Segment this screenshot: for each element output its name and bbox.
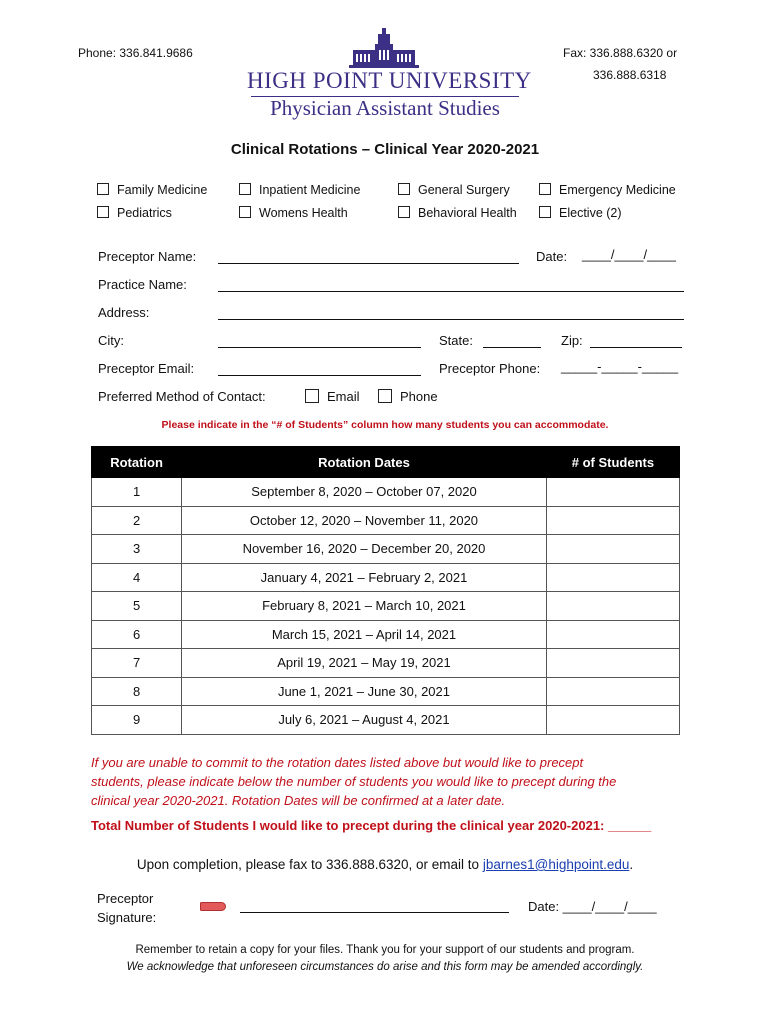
label-womens-health: Womens Health: [259, 206, 348, 220]
date-flexibility-note: [91, 753, 616, 810]
students-input[interactable]: [546, 535, 679, 564]
total-students-field[interactable]: Total Number of Students I would like to precept during the clinical year 2020-2021: ______: [91, 818, 652, 833]
students-input[interactable]: [546, 563, 679, 592]
phone-number: Phone: 336.841.9686: [78, 46, 193, 60]
students-input[interactable]: [546, 706, 679, 735]
rotation-number: 8: [92, 677, 182, 706]
practice-name-label: Practice Name:: [98, 277, 187, 292]
header-num-students: # of Students: [546, 447, 679, 478]
header-rotation-dates: Rotation Dates: [182, 447, 547, 478]
preceptor-email-label: Preceptor Email:: [98, 361, 195, 376]
students-input[interactable]: [546, 649, 679, 678]
preceptor-phone-label: Preceptor Phone:: [439, 361, 541, 376]
label-general-surgery: General Surgery: [418, 183, 510, 197]
address-field[interactable]: [218, 319, 684, 320]
students-input[interactable]: [546, 506, 679, 535]
rotation-dates: July 6, 2021 – August 4, 2021: [182, 706, 547, 735]
state-label: State:: [439, 333, 473, 348]
rotation-dates: October 12, 2020 – November 11, 2020: [182, 506, 547, 535]
rotation-dates: February 8, 2021 – March 10, 2021: [182, 592, 547, 621]
rotation-dates: January 4, 2021 – February 2, 2021: [182, 563, 547, 592]
note-line: If you are unable to commit to the rotation dates listed above but would like to precept: [91, 755, 584, 770]
state-field[interactable]: [483, 347, 541, 348]
rotation-dates: March 15, 2021 – April 14, 2021: [182, 620, 547, 649]
checkbox-inpatient-medicine[interactable]: [239, 183, 251, 195]
preceptor-name-field[interactable]: [218, 263, 519, 264]
fax-number: Fax: 336.888.6320 or: [563, 46, 678, 60]
completion-instructions: [0, 857, 770, 872]
table-row: [92, 620, 680, 649]
table-row: [92, 677, 680, 706]
signature-date-field[interactable]: Date: ____/____/____: [528, 899, 657, 914]
university-logo: [247, 28, 532, 124]
zip-field[interactable]: [590, 347, 682, 348]
table-row: [92, 649, 680, 678]
checkbox-family-medicine[interactable]: [97, 183, 109, 195]
table-row: [92, 478, 680, 507]
checkbox-elective[interactable]: [539, 206, 551, 218]
label-elective: Elective (2): [559, 206, 622, 220]
preceptor-name-label: Preceptor Name:: [98, 249, 197, 264]
signature-label-line1: Preceptor: [97, 891, 154, 906]
table-row: [92, 506, 680, 535]
rotation-number: 6: [92, 620, 182, 649]
city-label: City:: [98, 333, 124, 348]
label-inpatient-medicine: Inpatient Medicine: [259, 183, 361, 197]
zip-label: Zip:: [561, 333, 583, 348]
completion-text: Upon completion, please fax to 336.888.6320, or email to: [136, 857, 483, 872]
checkbox-general-surgery[interactable]: [398, 183, 410, 195]
rotation-dates: November 16, 2020 – December 20, 2020: [182, 535, 547, 564]
rotation-dates: September 8, 2020 – October 07, 2020: [182, 478, 547, 507]
practice-name-field[interactable]: [218, 291, 684, 292]
rotation-table: [91, 446, 680, 735]
instruction-text: Please indicate in the “# of Students” column how many students you can accommodate.: [161, 419, 609, 431]
checkbox-contact-phone[interactable]: [378, 389, 392, 403]
table-row: [92, 592, 680, 621]
signature-label-line2: Signature:: [97, 910, 157, 925]
checkbox-emergency-medicine[interactable]: [539, 183, 551, 195]
table-row: [92, 706, 680, 735]
rotation-number: 9: [92, 706, 182, 735]
university-name: HIGH POINT UNIVERSITY: [247, 68, 532, 93]
students-input[interactable]: [546, 677, 679, 706]
checkbox-contact-email[interactable]: [305, 389, 319, 403]
checkbox-womens-health[interactable]: [239, 206, 251, 218]
university-building-icon: [349, 28, 419, 68]
signature-field[interactable]: [240, 912, 509, 913]
footer-disclaimer: We acknowledge that unforeseen circumstances do arise and this form may be amended accordingly.: [126, 961, 644, 973]
note-line: clinical year 2020-2021. Rotation Dates will be confirmed at a later date.: [91, 793, 506, 808]
email-link[interactable]: jbarnes1@highpoint.edu: [482, 857, 630, 872]
rotation-number: 3: [92, 535, 182, 564]
note-line: students, please indicate below the number of students you would like to precept during the: [91, 774, 617, 789]
checkbox-pediatrics[interactable]: [97, 206, 109, 218]
signature-label: [97, 889, 156, 927]
rotation-dates: April 19, 2021 – May 19, 2021: [182, 649, 547, 678]
date-label: Date:: [536, 249, 568, 264]
contact-phone-label: Phone: [400, 389, 438, 404]
fax-number-alt: 336.888.6318: [593, 68, 667, 82]
preferred-contact-label: Preferred Method of Contact:: [98, 389, 266, 404]
preceptor-email-field[interactable]: [218, 375, 421, 376]
rotation-number: 4: [92, 563, 182, 592]
students-input[interactable]: [546, 592, 679, 621]
label-family-medicine: Family Medicine: [117, 183, 208, 197]
footer-reminder: Remember to retain a copy for your files. Thank you for your support of our students and program.: [135, 944, 635, 956]
table-row: [92, 535, 680, 564]
form-title: Clinical Rotations – Clinical Year 2020-2021: [230, 141, 540, 158]
date-field[interactable]: ____/____/____: [582, 247, 676, 262]
header-rotation: Rotation: [92, 447, 182, 478]
students-input[interactable]: [546, 620, 679, 649]
contact-email-label: Email: [327, 389, 360, 404]
table-row: [92, 563, 680, 592]
rotation-number: 7: [92, 649, 182, 678]
preceptor-phone-field[interactable]: _____-_____-_____: [561, 359, 679, 374]
label-behavioral-health: Behavioral Health: [418, 206, 517, 220]
students-input[interactable]: [546, 478, 679, 507]
rotation-number: 2: [92, 506, 182, 535]
address-label: Address:: [98, 305, 150, 320]
sign-here-pen-icon[interactable]: [200, 902, 226, 911]
city-field[interactable]: [218, 347, 421, 348]
rotation-dates: June 1, 2021 – June 30, 2021: [182, 677, 547, 706]
label-pediatrics: Pediatrics: [117, 206, 172, 220]
label-emergency-medicine: Emergency Medicine: [559, 183, 676, 197]
table-header-row: [92, 447, 680, 478]
completion-period: .: [629, 857, 634, 872]
rotation-number: 1: [92, 478, 182, 507]
rotation-number: 5: [92, 592, 182, 621]
program-name: Physician Assistant Studies: [270, 96, 500, 120]
checkbox-behavioral-health[interactable]: [398, 206, 410, 218]
